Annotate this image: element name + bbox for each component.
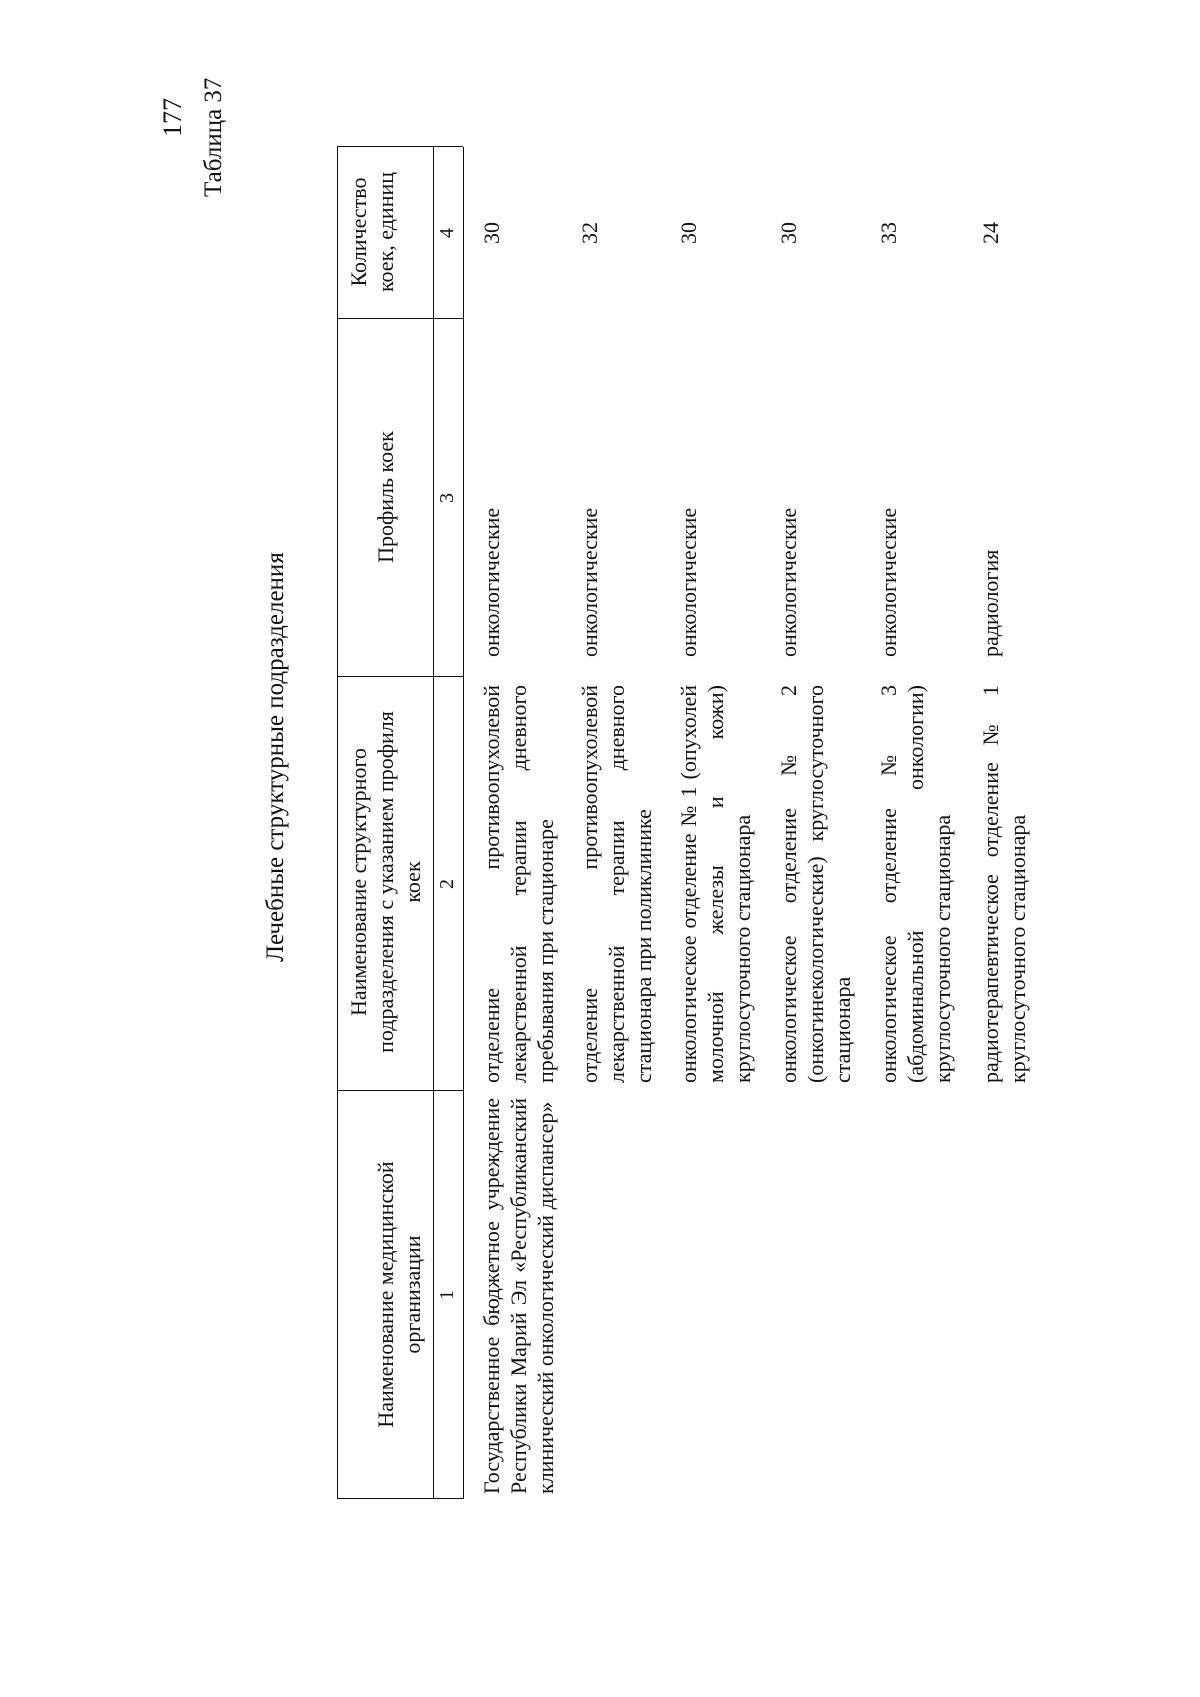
table-top-border [337,147,338,1499]
table-row-1-unit: отделение противоопухолевой лекарственной терапии дневного пребывания при стационаре [479,685,558,1083]
header-beds: Количество коек, единиц [346,171,398,293]
table-row-4-profile: онкологические [776,507,801,657]
table-row-5-profile: онкологические [876,507,901,657]
table-row-2-profile: онкологические [577,507,602,657]
table-row-3-beds: 30 [676,222,701,244]
table-label: Таблица 37 [200,77,227,197]
header-profile: Профиль коек [373,431,398,563]
column-number-3: 3 [436,493,458,503]
column-number-2: 2 [436,879,458,889]
column-number-separator [463,147,464,1499]
table-row-4-unit: онкологическое отделение № 2 (онкогинекологические) круглосуточного стационара [776,685,855,1083]
column-number-4: 4 [436,228,458,238]
table-row-2-beds: 32 [577,222,602,244]
table-row-6-unit: радиотерапевтическое отделение № 1 круглосуточного стационара [978,685,1030,1083]
header-unit: Наименование структурного подразделения с указанием профиля коек [346,711,425,1053]
table-row-6-beds: 24 [978,222,1003,244]
column-number-1: 1 [436,1290,458,1300]
table-row-1-profile: онкологические [479,507,504,657]
organization-name: Государственное бюджетное учреждение Республики Марий Эл «Республиканский клинический онкологический диспансер» [479,1098,558,1494]
table-row-5-beds: 33 [876,222,901,244]
table-row-4-beds: 30 [776,222,801,244]
table-row-3-profile: онкологические [676,507,701,657]
page-number: 177 [158,98,187,137]
table-row-3-unit: онкологическое отделение № 1 (опухолей молочной железы и кожи) круглосуточного стационара [676,685,755,1083]
header-separator [433,147,434,1499]
table-title: Лечебные структурные подразделения [262,552,289,962]
table-row-1-beds: 30 [479,222,504,244]
header-organization: Наименование медицинской организации [373,1161,425,1428]
table-row-2-unit: отделение противоопухолевой лекарственной терапии дневного стационара при поликлинике [577,685,656,1083]
table-row-6-profile: радиология [978,549,1003,657]
table-row-5-unit: онкологическое отделение № 3 (абдоминальной онкологии) круглосуточного стационара [876,685,955,1083]
